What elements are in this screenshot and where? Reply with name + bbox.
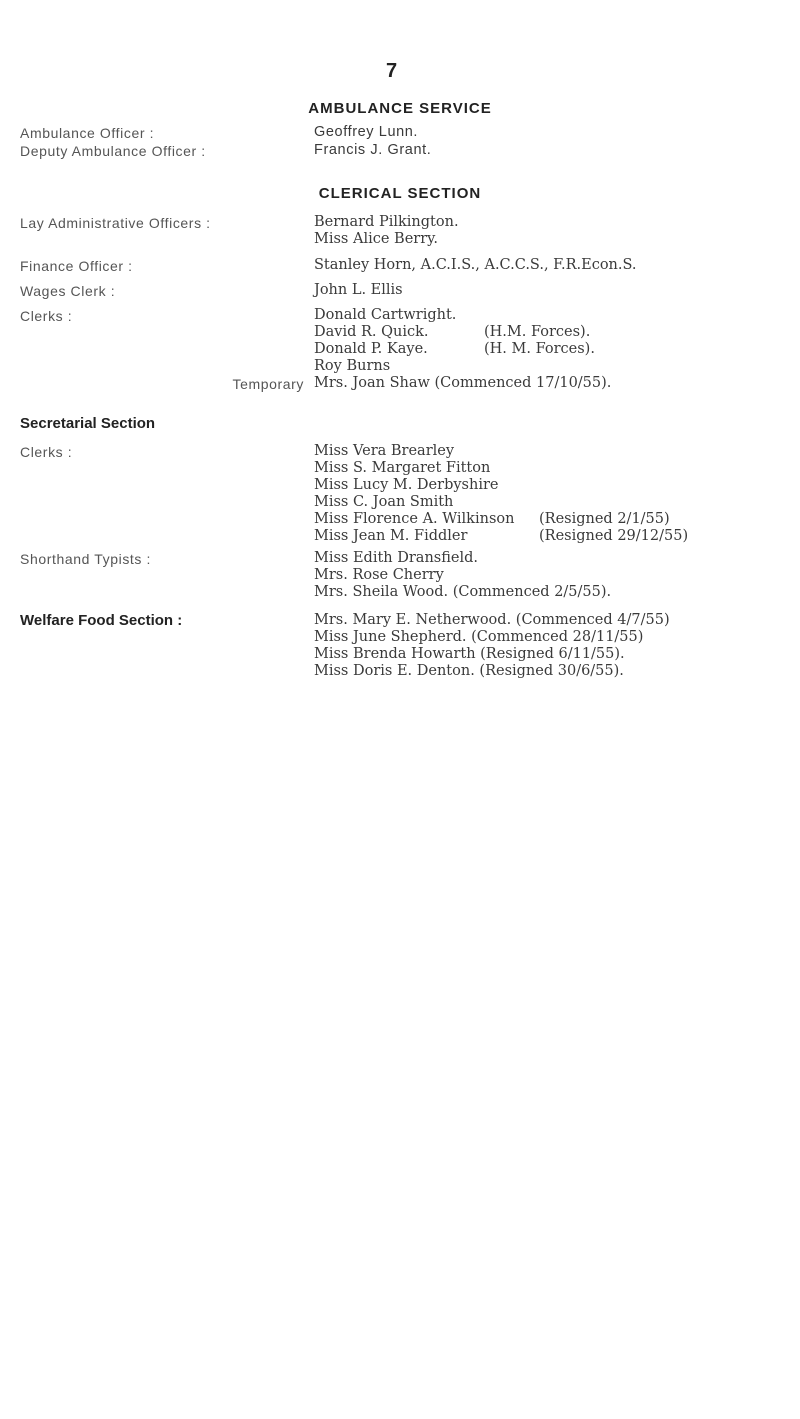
typists-label: Shorthand Typists : xyxy=(20,551,151,567)
clerk-name: Miss Jean M. Fiddler xyxy=(314,528,468,544)
wages-clerk-value: John L. Ellis xyxy=(314,282,403,298)
wages-clerk-label: Wages Clerk : xyxy=(20,283,116,299)
clerk-name: Miss C. Joan Smith xyxy=(314,494,454,510)
finance-officer-value: Stanley Horn, A.C.I.S., A.C.C.S., F.R.Econ.S. xyxy=(314,257,637,273)
clerk-name: Miss Vera Brearley xyxy=(314,443,455,459)
clerks-label: Clerks : xyxy=(20,308,73,324)
secretarial-heading: Secretarial Section xyxy=(20,415,156,432)
ambulance-heading: AMBULANCE SERVICE xyxy=(308,100,492,117)
temporary-value: Mrs. Joan Shaw (Commenced 17/10/55). xyxy=(314,375,612,391)
ambulance-officer-label: Ambulance Officer : xyxy=(20,125,155,141)
lay-officers-label: Lay Administrative Officers : xyxy=(20,215,211,231)
deputy-ambulance-officer-label: Deputy Ambulance Officer : xyxy=(20,143,206,159)
typists-list xyxy=(314,550,611,601)
finance-officer-label: Finance Officer : xyxy=(20,258,133,274)
list-item: Miss Brenda Howarth (Resigned 6/11/55). xyxy=(314,646,625,662)
lay-officers-list xyxy=(314,214,459,248)
secretarial-clerks-label: Clerks : xyxy=(20,444,73,460)
welfare-heading: Welfare Food Section : xyxy=(20,612,183,629)
list-item: Miss Doris E. Denton. (Resigned 30/6/55). xyxy=(314,663,624,679)
clerk-name: Miss S. Margaret Fitton xyxy=(314,460,491,476)
clerical-heading: CLERICAL SECTION xyxy=(318,185,482,202)
list-item: Bernard Pilkington. xyxy=(314,214,459,230)
clerks-list xyxy=(314,307,595,375)
clerk-name: Miss Lucy M. Derbyshire xyxy=(314,477,499,493)
list-item: Miss Alice Berry. xyxy=(314,231,439,247)
list-item: Mrs. Mary E. Netherwood. (Commenced 4/7/55) xyxy=(314,612,670,628)
clerk-note: (H.M. Forces). xyxy=(484,324,591,340)
clerk-note: (Resigned 2/1/55) xyxy=(539,511,670,527)
page-number: 7 xyxy=(386,60,398,82)
clerk-name: Donald P. Kaye. xyxy=(314,341,428,357)
temporary-label: Temporary xyxy=(232,376,304,392)
secretarial-clerks-list xyxy=(314,443,688,545)
clerk-name: Roy Burns xyxy=(314,358,391,374)
list-item: Mrs. Sheila Wood. (Commenced 2/5/55). xyxy=(314,584,612,600)
list-item: Mrs. Rose Cherry xyxy=(314,567,444,583)
clerk-note: (Resigned 29/12/55) xyxy=(539,528,689,544)
list-item: Miss June Shepherd. (Commenced 28/11/55) xyxy=(314,629,644,645)
clerk-note: (H. M. Forces). xyxy=(484,341,595,357)
clerk-name: Miss Florence A. Wilkinson xyxy=(314,511,515,527)
list-item: Miss Edith Dransfield. xyxy=(314,550,479,566)
clerk-name: David R. Quick. xyxy=(314,324,429,340)
clerk-name: Donald Cartwright. xyxy=(314,307,457,323)
ambulance-officer-value: Geoffrey Lunn. xyxy=(314,124,419,140)
deputy-ambulance-officer-value: Francis J. Grant. xyxy=(314,142,432,158)
welfare-staff-list xyxy=(314,612,670,680)
